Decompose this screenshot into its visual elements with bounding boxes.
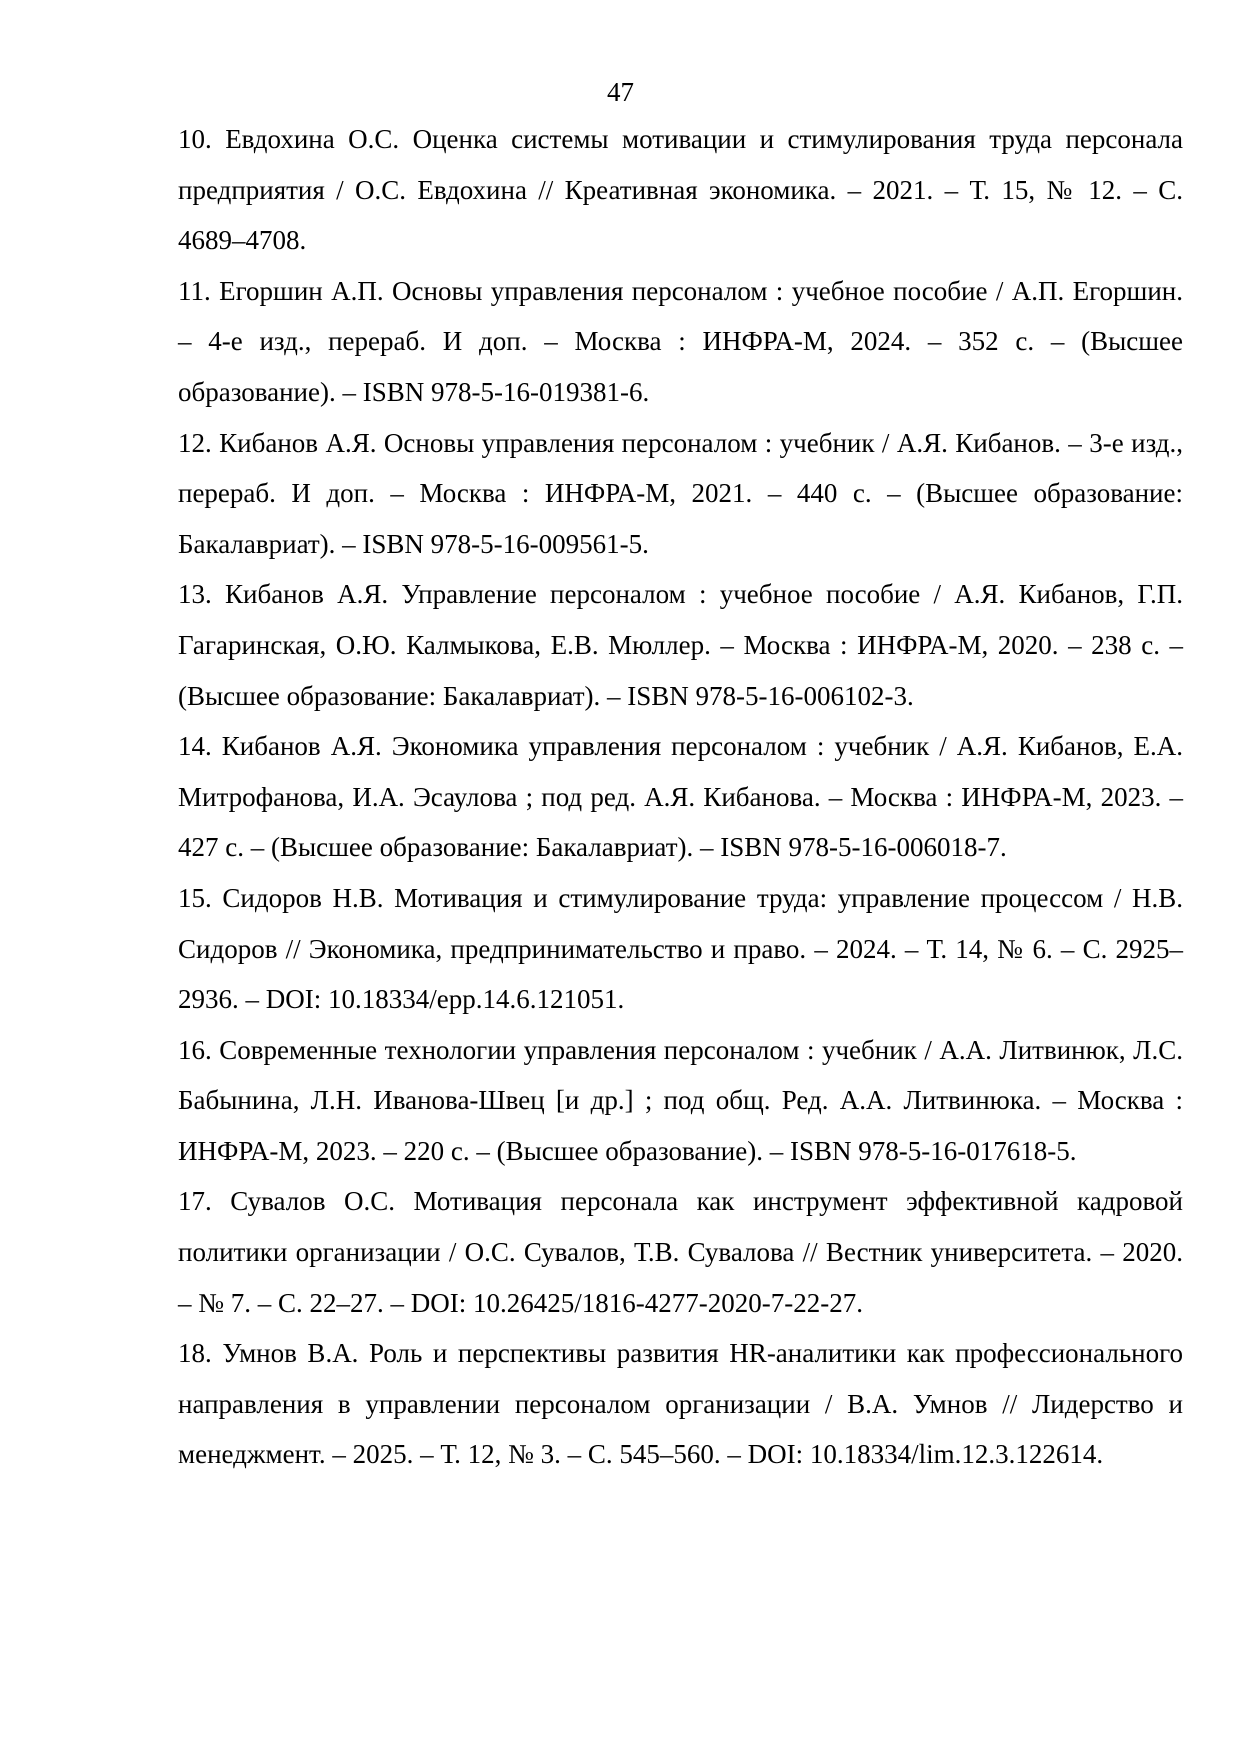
reference-item-13: 13. Кибанов А.Я. Управление персоналом : учебное пособие / А.Я. Кибанов, Г.П. Гагаринская, О.Ю. Калмыкова, Е.В. Мюллер. – Москва : ИНФРА-М, 2020. – 238 с. – (Высшее образование: Бакалавриат). – ISBN 978-5-16-006102-3.	[178, 579, 1183, 711]
reference-item-16: 16. Современные технологии управления персоналом : учебник / А.А. Литвинюк, Л.С. Бабынина, Л.Н. Иванова-Швец [и др.] ; под общ. Ред. А.А. Литвинюка. – Москва : ИНФРА-М, 2023. – 220 с. – (Высшее образование). – ISBN 978-5-16-017618-5.	[178, 1034, 1183, 1166]
reference-list	[178, 114, 1183, 1480]
reference-item-18: 18. Умнов В.А. Роль и перспективы развития HR-аналитики как профессионального направления в управлении персоналом организации / В.А. Умнов // Лидерство и менеджмент. – 2025. – Т. 12, № 3. – С. 545–560. – DOI: 10.18334/lim.12.3.122614.	[178, 1338, 1183, 1470]
page-number: 47	[607, 77, 634, 107]
reference-item-15: 15. Сидоров Н.В. Мотивация и стимулирование труда: управление процессом / Н.В. Сидоров // Экономика, предпринимательство и право. – 2024. – Т. 14, № 6. – С. 2925–2936. – DOI: 10.18334/epp.14.6.121051.	[178, 882, 1183, 1015]
reference-item-10: 10. Евдохина О.С. Оценка системы мотивации и стимулирования труда персонала предприятия / О.С. Евдохина // Креативная экономика. – 2021. – Т. 15, № 12. – С. 4689–4708.	[178, 124, 1183, 256]
reference-item-17: 17. Сувалов О.С. Мотивация персонала как инструмент эффективной кадровой политики организации / О.С. Сувалов, Т.В. Сувалова // Вестник университета. – 2020. – № 7. – С. 22–27. – DOI: 10.26425/1816-4277-2020-7-22-27.	[178, 1186, 1183, 1318]
reference-item-14: 14. Кибанов А.Я. Экономика управления персоналом : учебник / А.Я. Кибанов, Е.А. Митрофанова, И.А. Эсаулова ; под ред. А.Я. Кибанова. – Москва : ИНФРА-М, 2023. – 427 с. – (Высшее образование: Бакалавриат). – ISBN 978-5-16-006018-7.	[178, 731, 1183, 863]
reference-item-11: 11. Егоршин А.П. Основы управления персоналом : учебное пособие / А.П. Егоршин. – 4-е изд., перераб. И доп. – Москва : ИНФРА-М, 2024. – 352 с. – (Высшее образование). – ISBN 978-5-16-019381-6.	[178, 275, 1183, 407]
reference-item-12: 12. Кибанов А.Я. Основы управления персоналом : учебник / А.Я. Кибанов. – 3-е изд., перераб. И доп. – Москва : ИНФРА-М, 2021. – 440 с. – (Высшее образование: Бакалавриат). – ISBN 978-5-16-009561-5.	[178, 427, 1183, 559]
